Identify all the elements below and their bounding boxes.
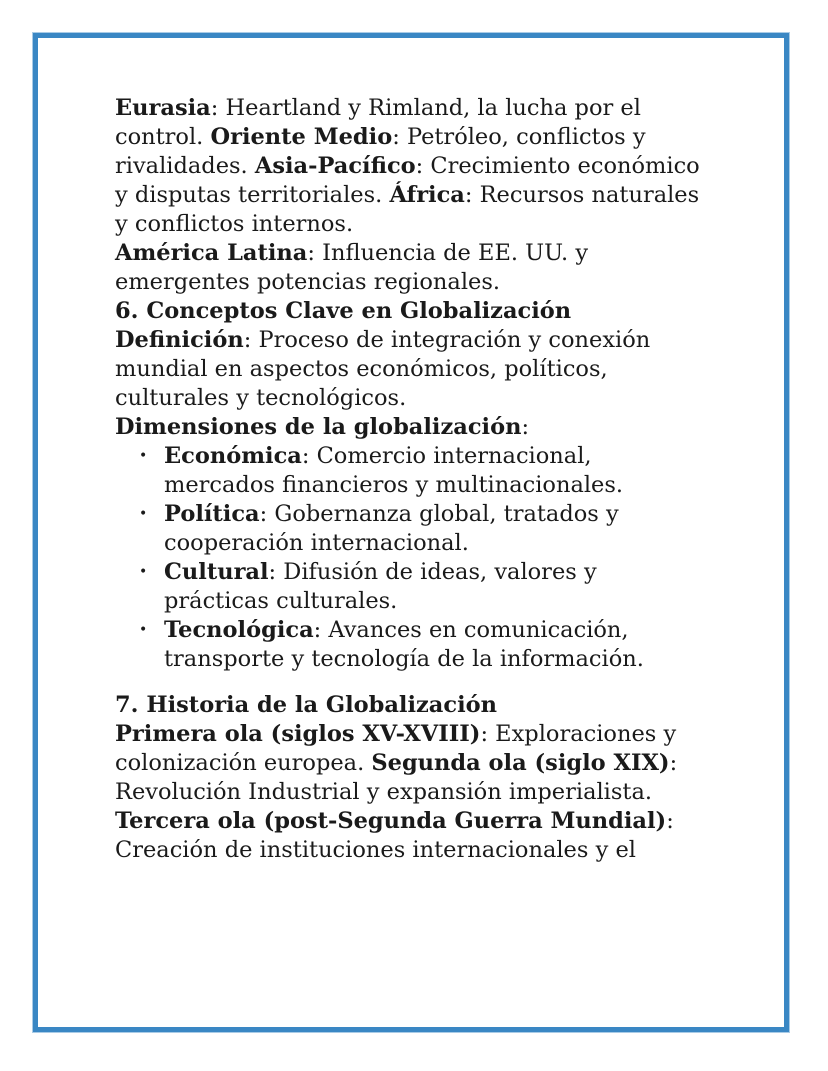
definition-text: : Proceso de integración y conexión mundial en aspectos económicos, políticos, culturales y tecnológicos. xyxy=(115,327,651,411)
regions-paragraph xyxy=(115,94,705,297)
region-term: Asia-Pacífico xyxy=(254,153,416,179)
definition-paragraph xyxy=(115,326,705,413)
dimension-term: Económica xyxy=(164,443,302,469)
region-desc: : Heartland y Rimland, la lucha por el control. xyxy=(115,95,641,150)
wave-term: Segunda ola (siglo XIX) xyxy=(371,750,670,776)
bullet-icon: • xyxy=(139,622,148,638)
document-body xyxy=(115,94,705,865)
list-item xyxy=(115,500,705,558)
wave-desc: : Revolución Industrial y expansión imperialista. xyxy=(115,750,678,805)
list-item xyxy=(115,558,705,616)
list-item xyxy=(115,442,705,500)
wave-term: Tercera ola (post-Segunda Guerra Mundial) xyxy=(115,808,667,834)
definition-term: Definición xyxy=(115,327,244,353)
dimension-desc: : Avances en comunicación, transporte y tecnología de la información. xyxy=(164,617,644,672)
history-paragraph xyxy=(115,720,705,865)
dimensions-list xyxy=(115,442,705,674)
dimension-desc: : Gobernanza global, tratados y cooperación internacional. xyxy=(164,501,619,556)
region-desc: : Influencia de EE. UU. y emergentes potencias regionales. xyxy=(115,240,589,295)
section-6-heading: 6. Conceptos Clave en Globalización xyxy=(115,298,572,324)
list-item xyxy=(115,616,705,674)
region-desc: : Crecimiento económico y disputas territoriales. xyxy=(115,153,700,208)
dimension-term: Cultural xyxy=(164,559,269,585)
region-desc: : Recursos naturales y conflictos internos. xyxy=(115,182,700,237)
dimension-desc: : Difusión de ideas, valores y prácticas culturales. xyxy=(164,559,597,614)
wave-desc: : Exploraciones y colonización europea. xyxy=(115,721,677,776)
dimensions-heading xyxy=(115,413,705,442)
dimension-desc: : Comercio internacional, mercados financieros y multinacionales. xyxy=(164,443,624,498)
region-term: América Latina xyxy=(115,240,308,266)
section-7-heading: 7. Historia de la Globalización xyxy=(115,692,497,718)
region-term: África xyxy=(389,182,465,208)
region-term: Eurasia xyxy=(115,95,211,121)
bullet-icon: • xyxy=(139,448,148,464)
wave-desc: : Creación de instituciones internacionales y el xyxy=(115,808,674,863)
dimensions-heading-text: Dimensiones de la globalización xyxy=(115,414,522,440)
region-term: Oriente Medio xyxy=(210,124,393,150)
wave-term: Primera ola (siglos XV-XVIII) xyxy=(115,721,481,747)
bullet-icon: • xyxy=(139,506,148,522)
region-desc: : Petróleo, conflictos y rivalidades. xyxy=(115,124,646,179)
dimension-term: Tecnológica xyxy=(164,617,314,643)
dimension-term: Política xyxy=(164,501,260,527)
dimensions-heading-colon: : xyxy=(521,414,530,440)
bullet-icon: • xyxy=(139,564,148,580)
